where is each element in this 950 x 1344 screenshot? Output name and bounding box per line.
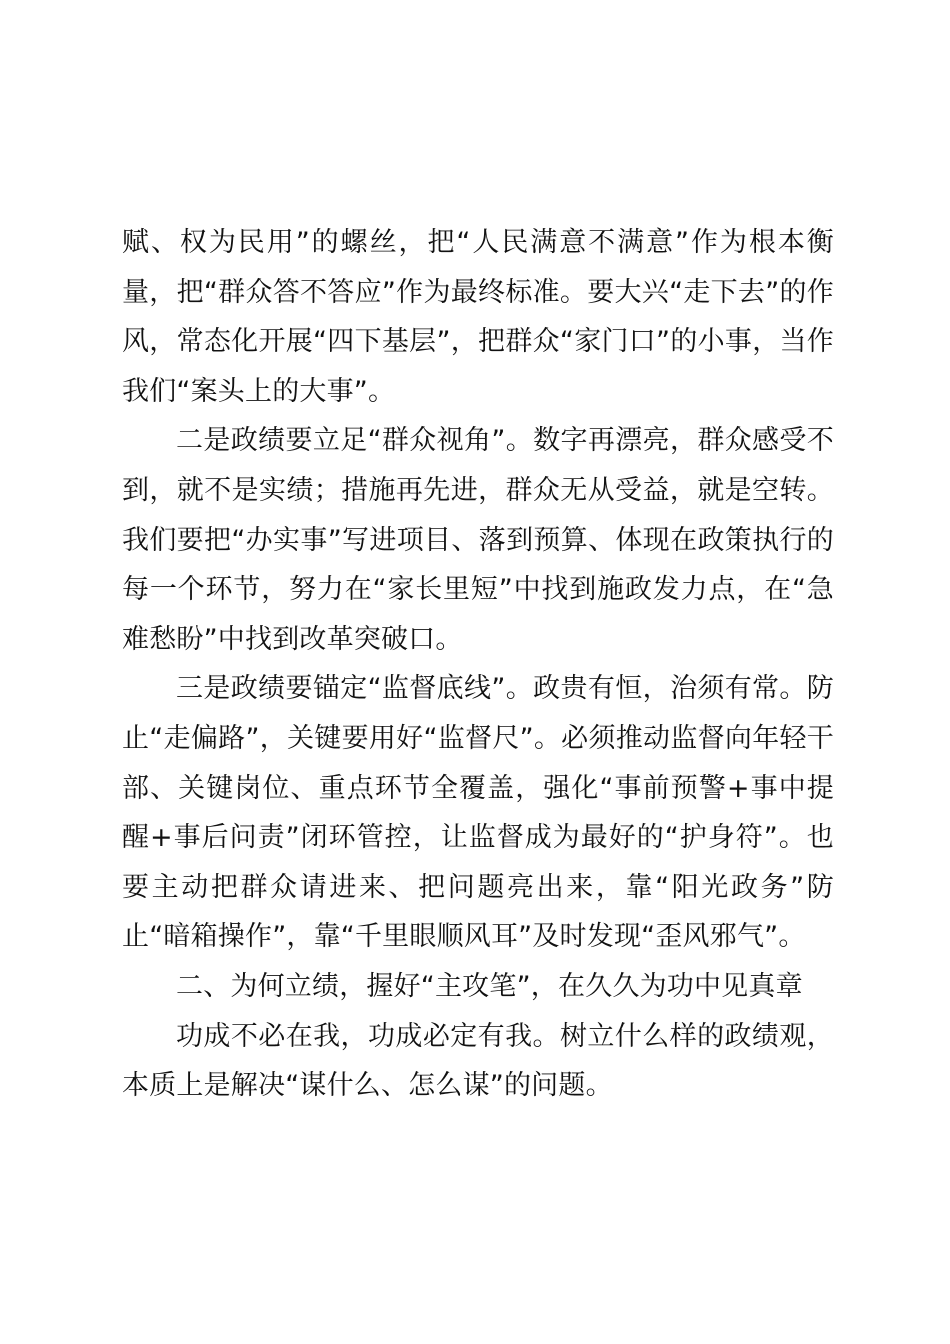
section-heading: 二、为何立绩，握好“主攻笔”，在久久为功中见真章 bbox=[176, 970, 803, 1002]
paragraph-point-three: 三是政绩要锚定“监督底线”。政贵有恒，治须有常。防止“走偏路”，关键要用好“监督尺”。必须推动监督向年轻干部、关键岗位、重点环节全覆盖，强化“事前预警+事中提醒+事后问责”闭环管控，让监督成为最好的“护身符”。也要主动把群众请进来、把问题亮出来，靠“阳光政务”防止“暗箱操作”，靠“千里眼顺风耳”及时发现“歪风邪气”。 bbox=[122, 673, 834, 953]
paragraph-point-two: 二是政绩要立足“群众视角”。数字再漂亮，群众感受不到，就不是实绩；措施再先进，群众无从受益，就是空转。我们要把“办实事”写进项目、落到预算、体现在政策执行的每一个环节，努力在“家长里短”中找到施政发力点，在“急难愁盼”中找到改革突破口。 bbox=[122, 425, 834, 655]
paragraph-section-intro: 功成不必在我，功成必定有我。树立什么样的政绩观，本质上是解决“谋什么、怎么谋”的问题。 bbox=[122, 1020, 834, 1102]
document-body bbox=[122, 218, 834, 1111]
paragraph-continued: 赋、权为民用”的螺丝，把“人民满意不满意”作为根本衡量，把“群众答不答应”作为最终标准。要大兴“走下去”的作风，常态化开展“四下基层”，把群众“家门口”的小事，当作我们“案头上的大事”。 bbox=[122, 227, 834, 407]
